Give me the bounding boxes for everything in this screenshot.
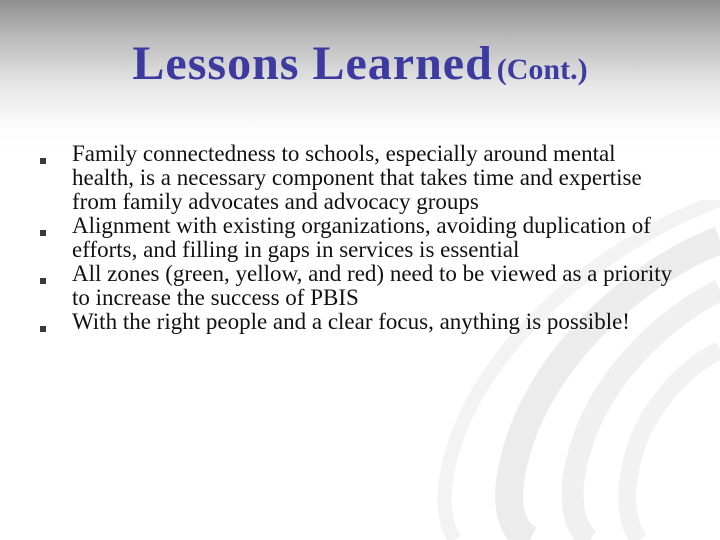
list-item <box>40 262 680 310</box>
bullet-text: With the right people and a clear focus, anything is possible! <box>72 309 630 334</box>
bullet-text: All zones (green, yellow, and red) need to be viewed as a priority to increase the success of PBIS <box>72 261 673 310</box>
square-bullet-icon <box>40 158 46 164</box>
slide-title <box>0 36 720 91</box>
list-item <box>40 214 680 262</box>
list-item <box>40 310 680 334</box>
list-item <box>40 142 680 214</box>
title-main: Lessons Learned <box>132 37 493 90</box>
square-bullet-icon <box>40 326 46 332</box>
bullet-text: Family connectedness to schools, especially around mental health, is a necessary component that takes time and expertise from family advocates and advocacy groups <box>72 141 642 214</box>
square-bullet-icon <box>40 278 46 284</box>
square-bullet-icon <box>40 230 46 236</box>
bullet-list <box>40 142 680 334</box>
bullet-text: Alignment with existing organizations, avoiding duplication of efforts, and filling in gaps in services is essential <box>72 213 651 262</box>
title-suffix: (Cont.) <box>496 53 588 86</box>
